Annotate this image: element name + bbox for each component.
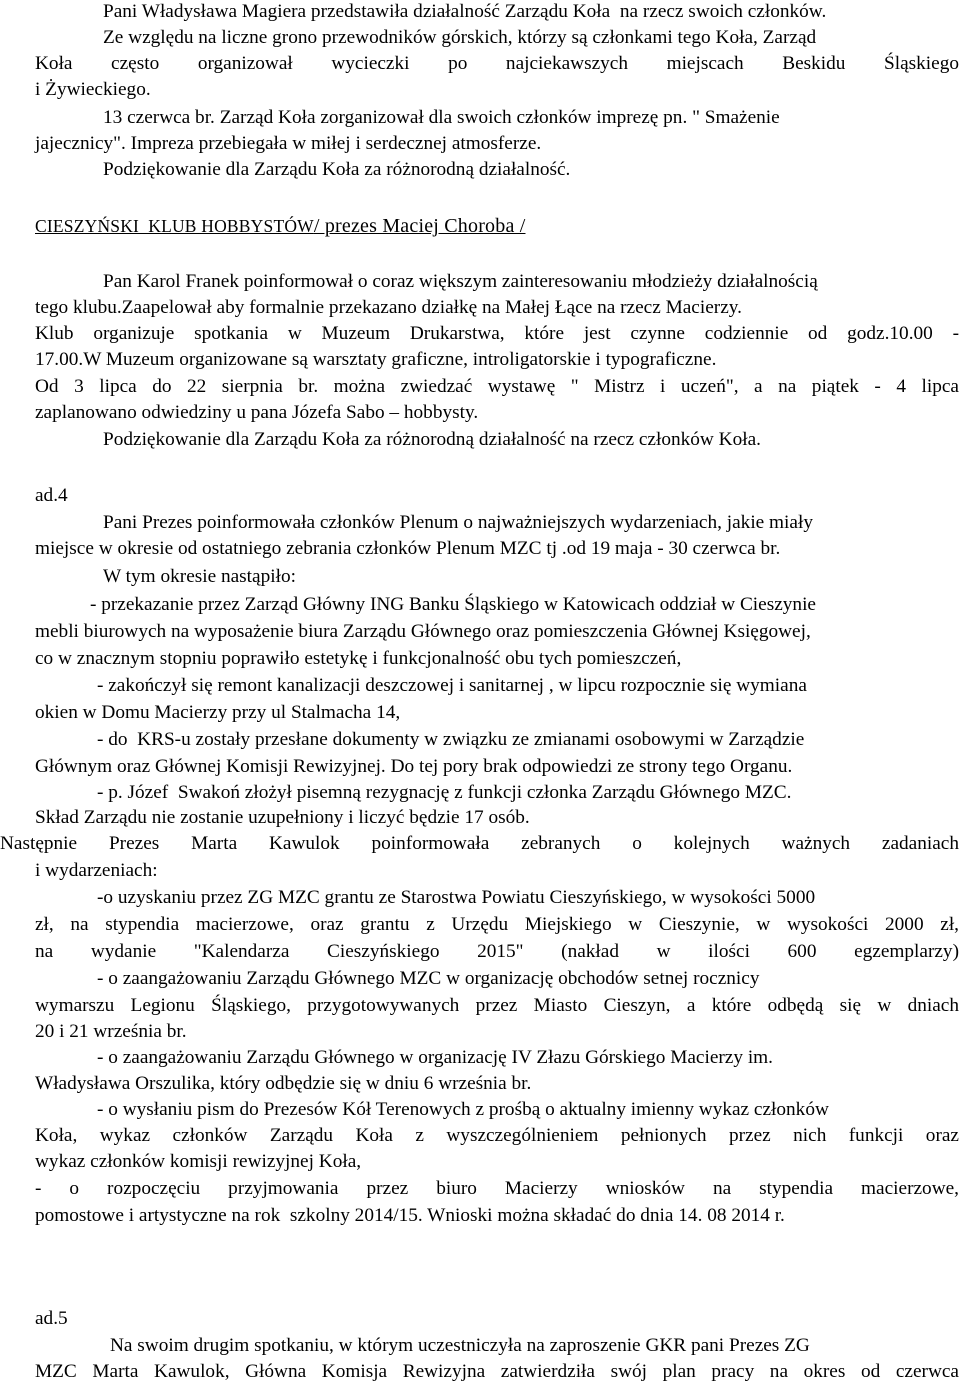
text-line: Podziękowanie dla Zarządu Koła za różnorodną działalność. bbox=[103, 159, 571, 180]
text-line: Władysława Orszulika, który odbędzie się w dniu 6 września br. bbox=[35, 1073, 532, 1094]
text-line: - o zaangażowaniu Zarządu Głównego MZC w organizację obchodów setnej rocznicy bbox=[97, 968, 760, 989]
text-line: okien w Domu Macierzy przy ul Stalmacha 14, bbox=[35, 702, 401, 723]
text-line: 13 czerwca br. Zarząd Koła zorganizował dla swoich członków imprezę pn. " Smażenie bbox=[103, 107, 780, 128]
text-line: - o rozpoczęciu przyjmowania przez biuro Macierzy wniosków na stypendia macierzowe, bbox=[35, 1178, 959, 1199]
text-line: zł, na stypendia macierzowe, oraz grantu z Urzędu Miejskiego w Cieszynie, w wysokości 2000 zł, bbox=[35, 914, 959, 935]
text-line: mebli biurowych na wyposażenie biura Zarządu Głównego oraz pomieszczenia Głównej Księgowej, bbox=[35, 621, 811, 642]
text-line: pomostowe i artystyczne na rok szkolny 2014/15. Wnioski można składać do dnia 14. 08 2014 r. bbox=[35, 1205, 785, 1226]
text-line: co w znacznym stopniu poprawiło estetykę i funkcjonalność obu tych pomieszczeń, bbox=[35, 648, 682, 669]
text-line: Głównym oraz Głównej Komisji Rewizyjnej. Do tej pory brak odpowiedzi ze strony tego Organu. bbox=[35, 756, 793, 777]
text-line: Klub organizuje spotkania w Muzeum Drukarstwa, które jest czynne codziennie od godz.10.00 - bbox=[35, 323, 959, 344]
club-president: / prezes Maciej Choroba / bbox=[313, 215, 526, 237]
text-line: 20 i 21 września br. bbox=[35, 1021, 187, 1042]
text-line: i wydarzeniach: bbox=[35, 860, 158, 881]
text-line: Pan Karol Franek poinformował o coraz większym zainteresowaniu młodzieży działalnością bbox=[103, 271, 818, 292]
agenda-item-number: ad.4 bbox=[35, 485, 68, 506]
text-line: - do KRS-u zostały przesłane dokumenty w związku ze zmianami osobowymi w Zarządzie bbox=[97, 729, 805, 750]
text-line: -o uzyskaniu przez ZG MZC grantu ze Starostwa Powiatu Cieszyńskiego, w wysokości 5000 bbox=[97, 887, 816, 908]
section-heading bbox=[35, 214, 525, 238]
text-line: jajecznicy". Impreza przebiegała w miłej i serdecznej atmosferze. bbox=[35, 133, 542, 154]
text-line: - p. Józef Swakoń złożył pisemną rezygnację z funkcji członka Zarządu Głównego MZC. bbox=[97, 782, 792, 803]
text-line: - przekazanie przez Zarząd Główny ING Banku Śląskiego w Katowicach oddział w Cieszynie bbox=[90, 594, 816, 615]
text-line: - o wysłaniu pism do Prezesów Kół Terenowych z prośbą o aktualny imienny wykaz członków bbox=[97, 1099, 829, 1120]
text-line: Ze względu na liczne grono przewodników górskich, którzy są członkami tego Koła, Zarząd bbox=[103, 27, 817, 48]
text-line: zaplanowano odwiedziny u pana Józefa Sabo – hobbysty. bbox=[35, 402, 479, 423]
text-line: Skład Zarządu nie zostanie uzupełniony i liczyć będzie 17 osób. bbox=[35, 807, 530, 828]
text-line: Na swoim drugim spotkaniu, w którym uczestniczyła na zaproszenie GKR pani Prezes ZG bbox=[110, 1335, 810, 1356]
text-line: Podziękowanie dla Zarządu Koła za różnorodną działalność na rzecz członków Koła. bbox=[103, 429, 761, 450]
text-line: Pani Prezes poinformowała członków Plenum o najważniejszych wydarzeniach, jakie miały bbox=[103, 512, 813, 533]
text-line: i Żywieckiego. bbox=[35, 79, 151, 100]
text-line: wykaz członków komisji rewizyjnej Koła, bbox=[35, 1151, 362, 1172]
club-name: CIESZYŃSKI KLUB HOBBYSTÓW bbox=[35, 216, 314, 236]
text-line: Koła często organizował wycieczki po najciekawszych miejscach Beskidu Śląskiego bbox=[35, 53, 959, 74]
text-line: - zakończył się remont kanalizacji deszczowej i sanitarnej , w lipcu rozpocznie się wymiana bbox=[97, 675, 807, 696]
text-line: Następnie Prezes Marta Kawulok poinformowała zebranych o kolejnych ważnych zadaniach bbox=[0, 833, 959, 854]
text-line: tego klubu.Zaapelował aby formalnie przekazano działkę na Małej Łące na rzecz Macierzy. bbox=[35, 297, 742, 318]
text-line: na wydanie "Kalendarza Cieszyńskiego 2015" (nakład w ilości 600 egzemplarzy) bbox=[35, 941, 959, 962]
agenda-item-number: ad.5 bbox=[35, 1308, 68, 1329]
text-line: - o zaangażowaniu Zarządu Głównego w organizację IV Złazu Górskiego Macierzy im. bbox=[97, 1047, 774, 1068]
text-line: MZC Marta Kawulok, Główna Komisja Rewizyjna zatwierdziła swój plan pracy na okres od czerwca bbox=[35, 1361, 959, 1382]
text-line: Od 3 lipca do 22 sierpnia br. można zwiedzać wystawę " Mistrz i uczeń", a na piątek - 4 lipca bbox=[35, 376, 959, 397]
text-line: miejsce w okresie od ostatniego zebrania członków Plenum MZC tj .od 19 maja - 30 czerwca br. bbox=[35, 538, 781, 559]
text-line: W tym okresie nastąpiło: bbox=[103, 566, 296, 587]
text-line: Pani Władysława Magiera przedstawiła działalność Zarządu Koła na rzecz swoich członków. bbox=[103, 1, 827, 22]
text-line: Koła, wykaz członków Zarządu Koła z wyszczególnieniem pełnionych przez nich funkcji oraz bbox=[35, 1125, 959, 1146]
text-line: 17.00.W Muzeum organizowane są warsztaty graficzne, introligatorskie i typograficzne. bbox=[35, 349, 717, 370]
text-line: wymarszu Legionu Śląskiego, przygotowywanych przez Miasto Cieszyn, a które odbędą się w dniach bbox=[35, 995, 959, 1016]
